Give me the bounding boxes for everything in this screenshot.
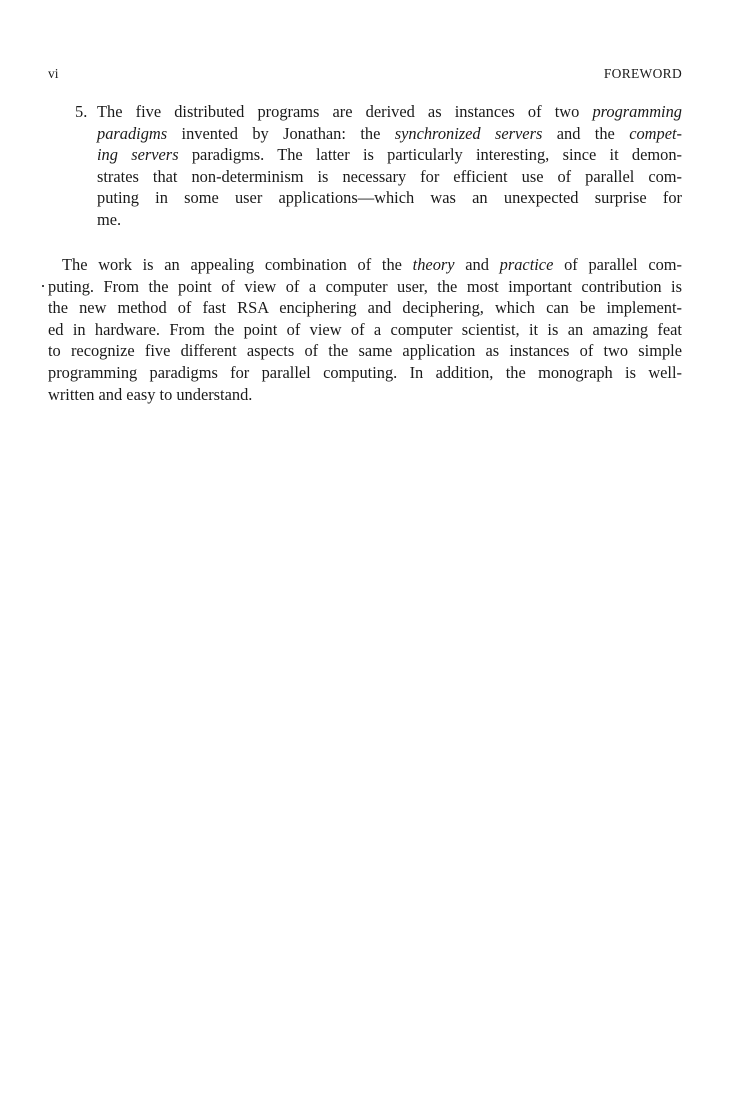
italic-text: compet- (629, 123, 682, 143)
list-item-5 (97, 101, 682, 231)
text-line (48, 297, 682, 319)
text-line (97, 123, 682, 145)
scan-speck (42, 285, 44, 287)
text-line (97, 101, 682, 123)
text-line (48, 340, 682, 362)
body-paragraph (48, 254, 682, 405)
text-run: me. (97, 209, 122, 229)
italic-text: theory (412, 255, 455, 274)
page-number: vi (48, 66, 59, 81)
text-run: and (454, 255, 500, 274)
text-line (48, 254, 682, 276)
text-run: paradigms. The latter is particularly interesting, since it demon- (178, 145, 682, 165)
list-item-number: 5. (75, 102, 88, 121)
text-line (48, 384, 682, 406)
italic-text: practice (499, 255, 554, 274)
italic-text: paradigms (97, 123, 168, 143)
text-line (48, 276, 682, 298)
text-run: of parallel com- (553, 255, 682, 274)
text-run: and the (542, 123, 630, 143)
text-line (97, 187, 682, 209)
text-run: The five distributed programs are derived as instances of two (97, 102, 593, 121)
text-run: puting in some user applications—which was an unexpected surprise for (97, 188, 682, 208)
text-run: invented by Jonathan: the (167, 123, 395, 143)
running-head: FOREWORD (603, 66, 682, 81)
italic-text: synchronized servers (394, 123, 543, 143)
text-run: puting. From the point of view of a computer user, the most important contribution is (48, 276, 682, 296)
text-line (97, 166, 682, 188)
text-line (97, 209, 682, 231)
italic-text: ing servers (97, 145, 179, 165)
text-run: ed in hardware. From the point of view of a computer scientist, it is an amazing feat (48, 319, 682, 339)
text-run: programming paradigms for parallel computing. In addition, the monograph is well- (48, 362, 682, 382)
text-run: written and easy to understand. (48, 384, 253, 404)
text-line (48, 319, 682, 341)
italic-text: programming (592, 102, 682, 121)
text-run: The work is an appealing combination of the (62, 255, 413, 274)
text-run: to recognize five different aspects of the same application as instances of two simple (48, 341, 682, 361)
text-line (48, 362, 682, 384)
text-run: strates that non-determinism is necessary for efficient use of parallel com- (97, 166, 682, 186)
text-line (97, 144, 682, 166)
text-run: the new method of fast RSA enciphering and deciphering, which can be implement- (48, 298, 682, 318)
